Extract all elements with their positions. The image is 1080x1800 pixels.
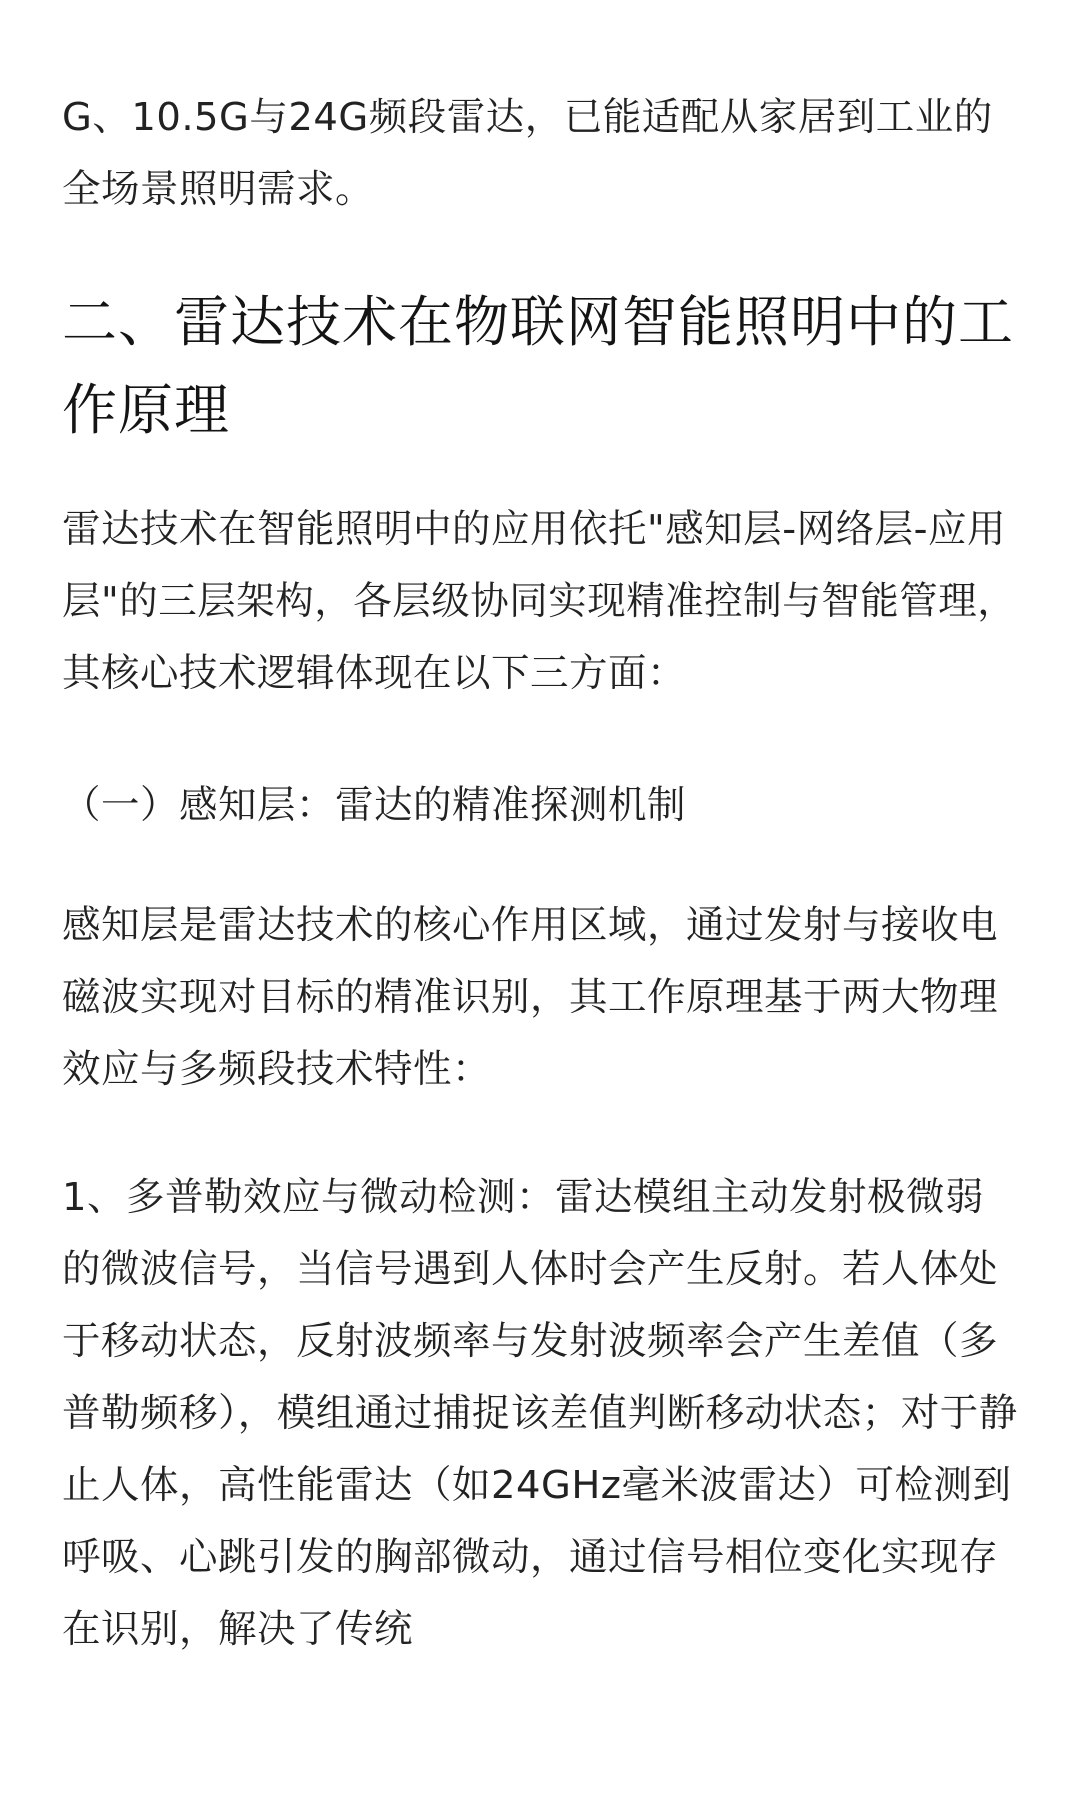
doppler-paragraph: 1、多普勒效应与微动检测：雷达模组主动发射极微弱的微波信号，当信号遇到人体时会产生反射。若人体处于移动状态，反射波频率与发射波频率会产生差值（多普勒频移），模组通过捕捉该差值判断移动状态；对于静止人体，高性能雷达（如24GHz毫米波雷达）可检测到呼吸、心跳引发的胸部微动，通过信号相位变化实现存在识别，解决了传统 bbox=[62, 1175, 1018, 1652]
architecture-paragraph: 雷达技术在智能照明中的应用依托"感知层-网络层-应用层"的三层架构，各层级协同实现精准控制与智能管理，其核心技术逻辑体现在以下三方面： bbox=[62, 507, 1017, 696]
section-heading: 二、雷达技术在物联网智能照明中的工作原理 bbox=[62, 290, 1015, 442]
intro-paragraph-tail: G、10.5G与24G频段雷达，已能适配从家居到工业的全场景照明需求。 bbox=[62, 95, 993, 212]
subsection-heading: （一）感知层：雷达的精准探测机制 bbox=[62, 783, 687, 828]
perception-paragraph: 感知层是雷达技术的核心作用区域，通过发射与接收电磁波实现对目标的精准识别，其工作原理基于两大物理效应与多频段技术特性： bbox=[62, 903, 999, 1092]
